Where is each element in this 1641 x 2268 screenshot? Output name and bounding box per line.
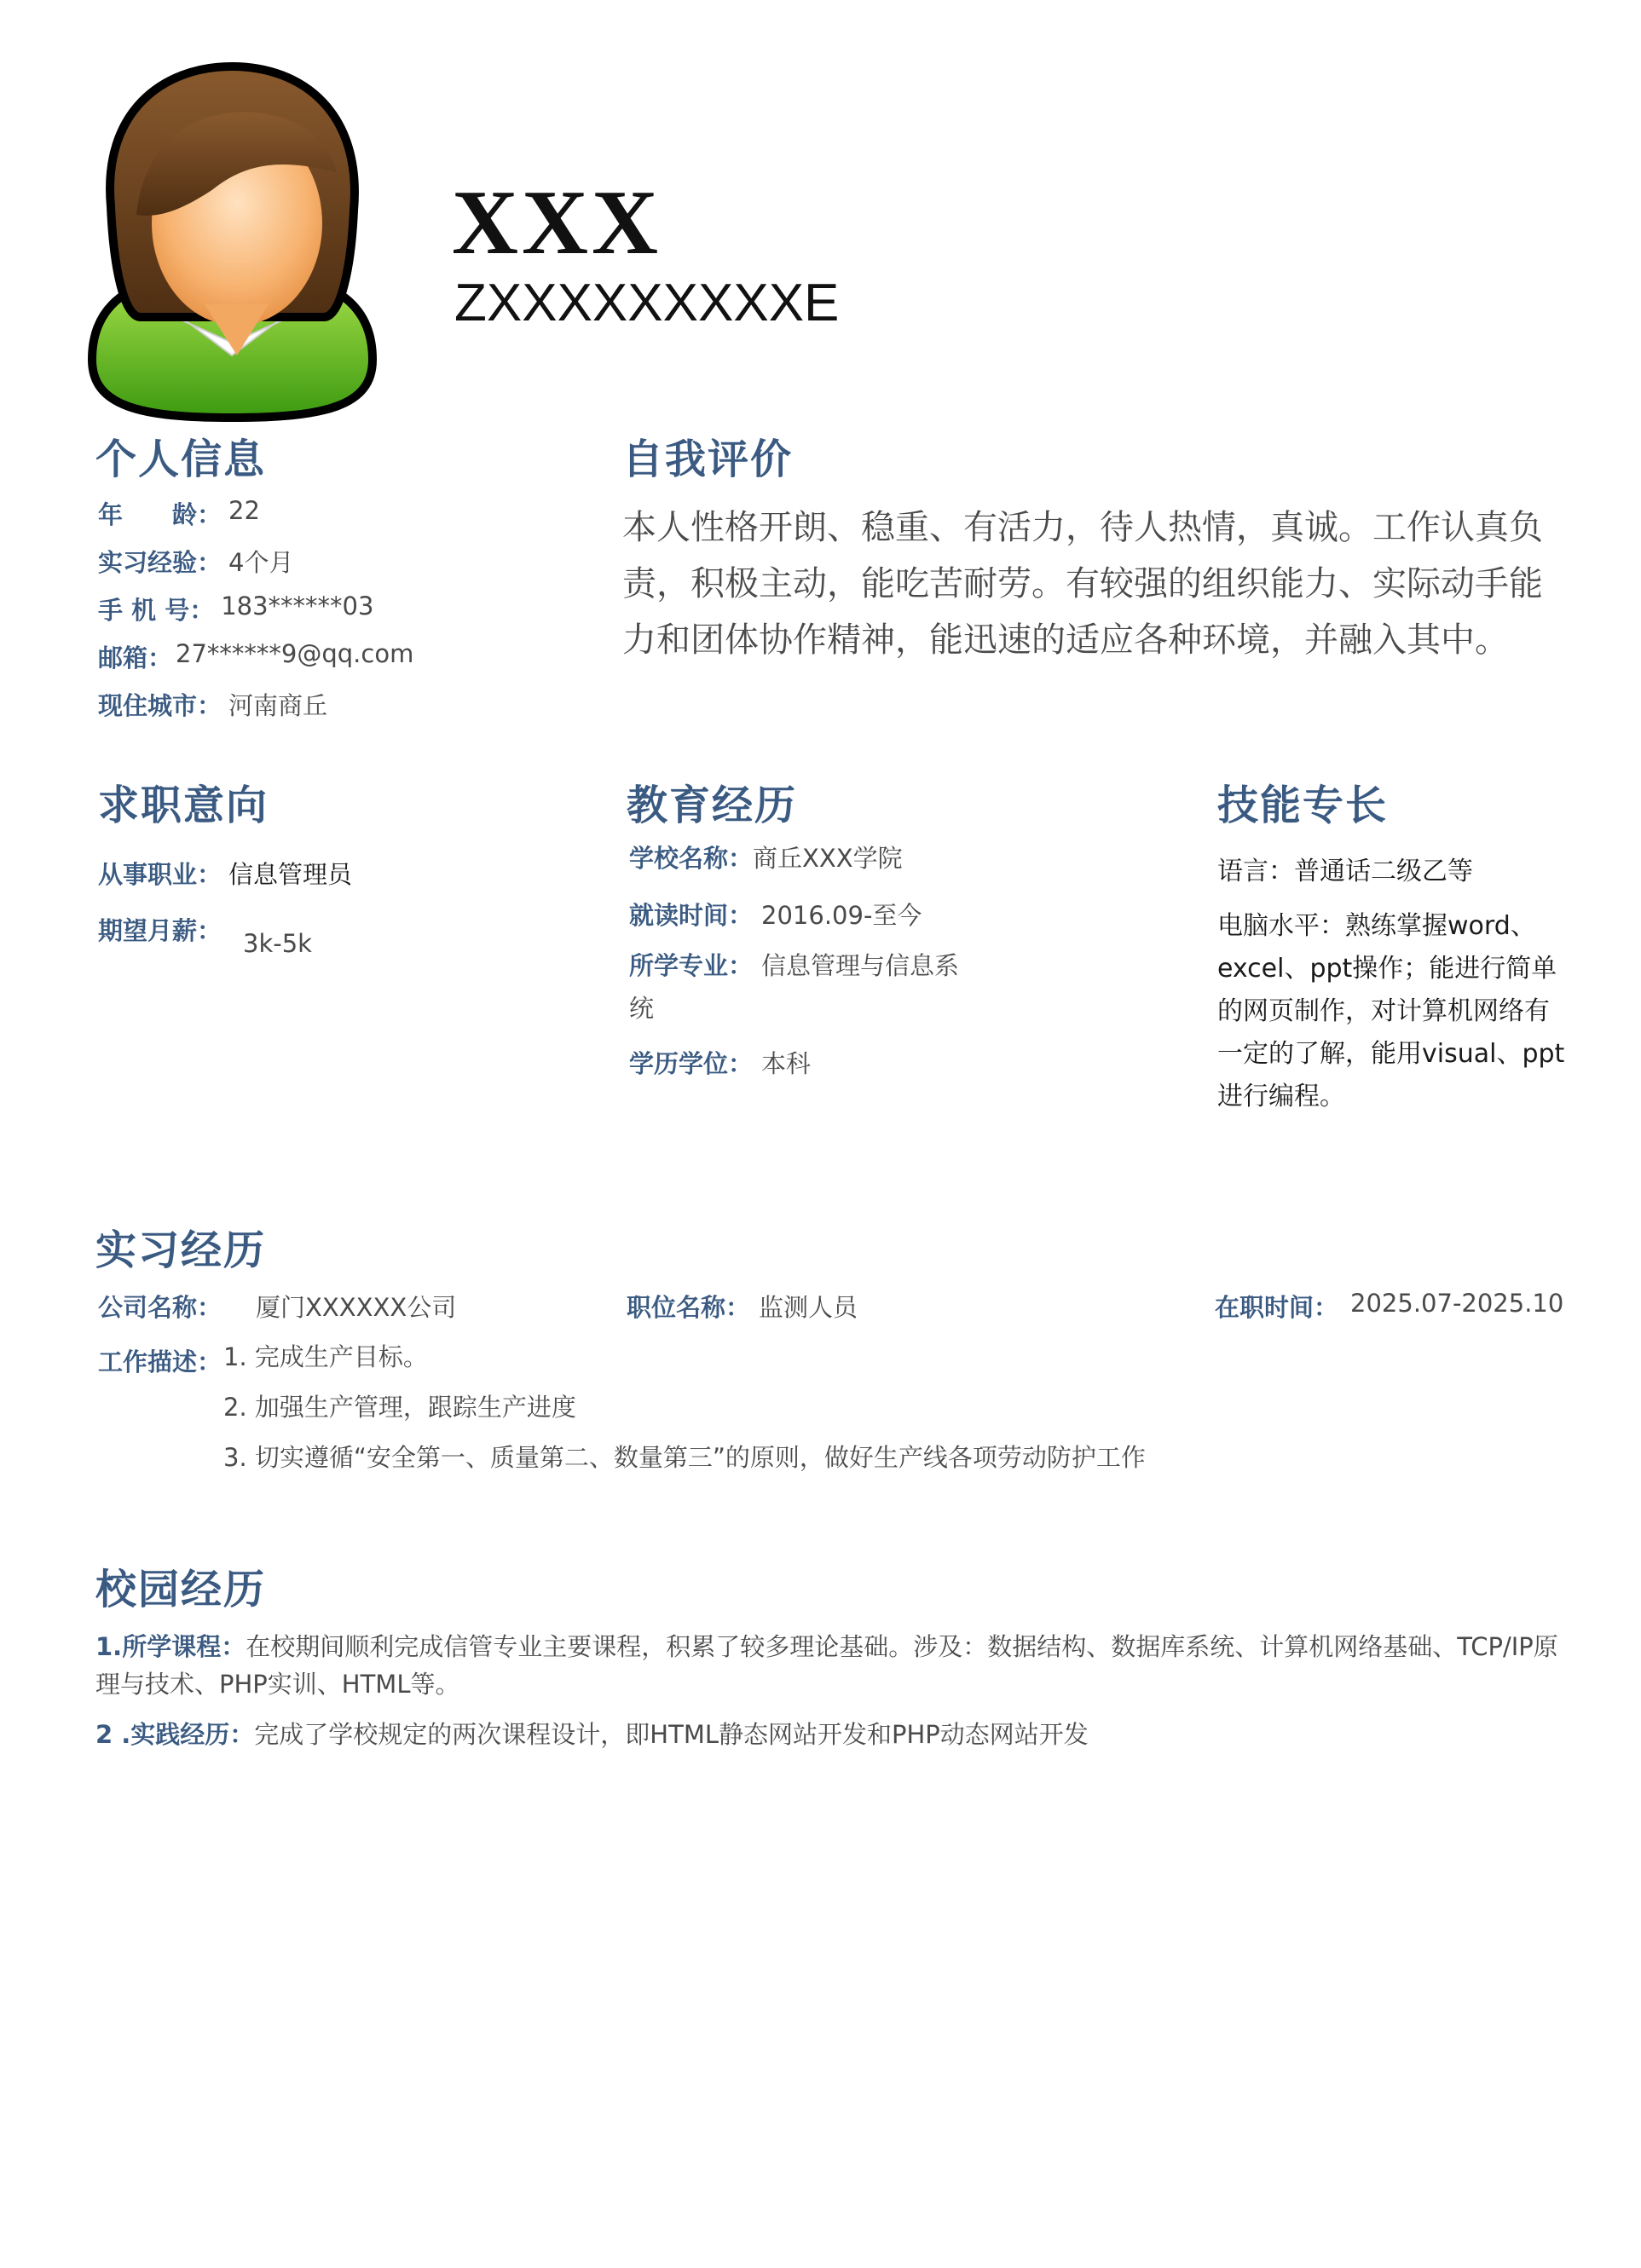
avatar xyxy=(85,61,379,424)
city-label: 现住城市： xyxy=(98,691,222,720)
avatar-icon xyxy=(85,61,379,424)
company-row xyxy=(98,1289,456,1324)
school-row xyxy=(629,840,903,874)
age-label: 年 龄： xyxy=(98,500,222,529)
candidate-name: XXX xyxy=(452,172,662,274)
campus-title: 校园经历 xyxy=(95,1566,267,1613)
position-label: 职位名称： xyxy=(627,1293,751,1322)
internship-title: 实习经历 xyxy=(95,1226,267,1274)
skills-title: 技能专长 xyxy=(1217,782,1389,829)
position-row xyxy=(627,1289,858,1324)
practice-text: 完成了学校规定的两次课程设计，即HTML静态网站开发和PHP动态网站开发 xyxy=(254,1720,1089,1749)
campus-course xyxy=(95,1628,1562,1703)
degree-row xyxy=(629,1045,811,1080)
skill-language: 语言：普通话二级乙等 xyxy=(1217,857,1473,886)
degree-value: 本科 xyxy=(761,1049,812,1078)
degree-label: 学历学位： xyxy=(629,1049,754,1078)
period-value: 2025.07-2025.10 xyxy=(1350,1289,1564,1318)
job-value: 信息管理员 xyxy=(228,860,353,889)
email-label: 邮箱： xyxy=(98,643,173,672)
campus-practice xyxy=(95,1713,1562,1756)
course-label: 1.所学课程： xyxy=(95,1632,246,1661)
internship-value: 4个月 xyxy=(228,548,294,577)
age-value: 22 xyxy=(228,496,260,525)
list-item: 2. 加强生产管理，跟踪生产进度 xyxy=(223,1393,576,1422)
position-value: 监测人员 xyxy=(759,1293,858,1322)
time-value: 2016.09-至今 xyxy=(761,901,922,930)
desc-list xyxy=(223,1338,1146,1489)
self-eval-title: 自我评价 xyxy=(622,436,794,483)
salary-label: 期望月薪： xyxy=(98,916,222,945)
info-age xyxy=(98,496,413,544)
job-label: 从事职业： xyxy=(98,860,222,889)
major-value: 信息管理与信息系统 xyxy=(629,951,960,1023)
course-text: 在校期间顺利完成信管专业主要课程，积累了较多理论基础。涉及：数据结构、数据库系统、计算机网络基础、TCP/IP原理与技术、PHP实训、HTML等。 xyxy=(95,1632,1558,1699)
info-internship xyxy=(98,544,413,592)
job-intent-title: 求职意向 xyxy=(98,782,269,829)
company-label: 公司名称： xyxy=(98,1293,222,1322)
info-email xyxy=(98,639,413,687)
list-item: 1. 完成生产目标。 xyxy=(223,1342,428,1371)
period-label: 在职时间： xyxy=(1215,1293,1339,1322)
job-row xyxy=(98,856,352,891)
skill-computer: 电脑水平：熟练掌握word、excel、ppt操作；能进行简单的网页制作，对计算机网络有一定的了解，能用visual、ppt进行编程。 xyxy=(1217,911,1565,1111)
desc-label: 工作描述： xyxy=(98,1348,222,1376)
list-item: 3. 切实遵循“安全第一、质量第二、数量第三”的原则，做好生产线各项劳动防护工作 xyxy=(223,1443,1146,1472)
phone-label: 手 机 号： xyxy=(98,596,215,625)
major-row xyxy=(629,944,970,1030)
school-value: 商丘XXX学院 xyxy=(753,844,903,873)
candidate-subtitle: ZXXXXXXXXXE xyxy=(454,274,840,332)
education-title: 教育经历 xyxy=(627,782,798,829)
company-value: 厦门XXXXXX公司 xyxy=(256,1293,457,1322)
email-value: 27******9@qq.com xyxy=(176,639,414,668)
salary-value: 3k-5k xyxy=(243,929,312,958)
personal-info-title: 个人信息 xyxy=(95,436,267,483)
city-value: 河南商丘 xyxy=(228,691,328,720)
info-city xyxy=(98,687,413,735)
time-label: 就读时间： xyxy=(629,901,754,930)
personal-info-list xyxy=(98,496,413,735)
period-row xyxy=(1215,1289,1563,1324)
school-label: 学校名称： xyxy=(629,844,754,873)
practice-label: 2 .实践经历： xyxy=(95,1720,255,1749)
info-phone xyxy=(98,592,413,639)
phone-value: 183******03 xyxy=(221,592,374,620)
major-label: 所学专业： xyxy=(629,951,754,980)
internship-label: 实习经验： xyxy=(98,548,222,577)
self-eval-text: 本人性格开朗、稳重、有活力，待人热情，真诚。工作认真负责，积极主动，能吃苦耐劳。有较强的组织能力、实际动手能力和团体协作精神，能迅速的适应各种环境，并融入其中。 xyxy=(622,508,1543,660)
time-row xyxy=(629,897,922,932)
